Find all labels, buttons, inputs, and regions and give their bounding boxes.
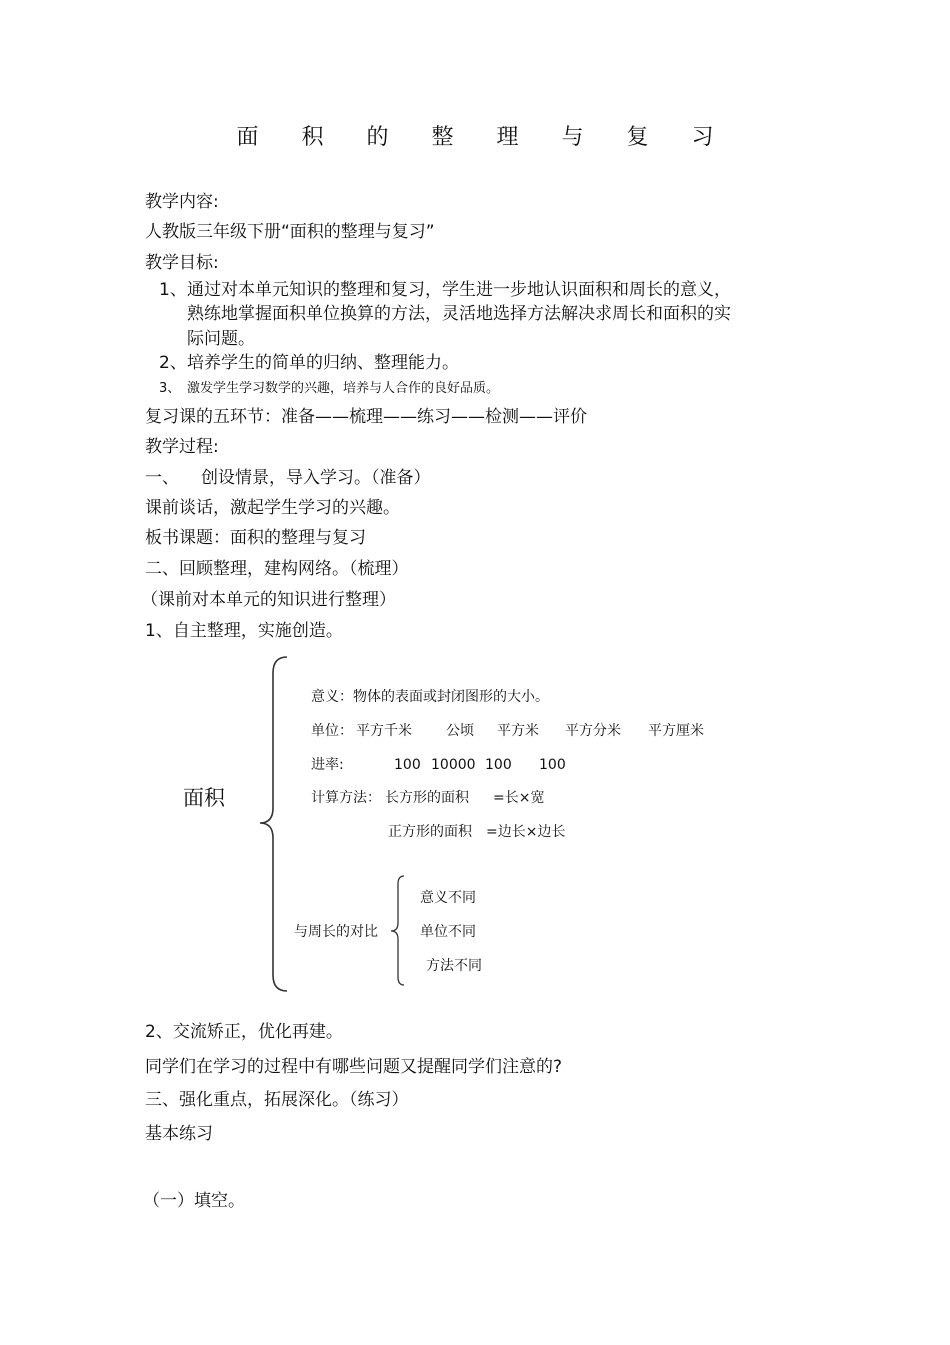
large-brace	[260, 657, 287, 991]
compare-item-meaning: 意义不同	[420, 890, 476, 906]
unit-hectare: 公顷	[446, 723, 474, 739]
diagram-calc-label: 计算方法：	[311, 790, 381, 806]
process-label: 教学过程:	[145, 437, 219, 457]
rect-formula-right: =长×宽	[493, 790, 545, 806]
rate-4: 100	[539, 757, 566, 773]
section-1-number: 一、	[145, 468, 179, 488]
goal-label: 教学目标:	[145, 253, 219, 273]
section-3-heading: 三、强化重点，拓展深化。（练习）	[145, 1090, 409, 1110]
section-1-line-1: 课前谈话，激起学生学习的兴趣。	[145, 498, 400, 518]
goal-1-line-3: 际问题。	[187, 329, 255, 349]
unit-sq-km: 平方千米	[356, 723, 412, 739]
page-title: 面 积 的 整 理 与 复 习	[236, 125, 732, 150]
five-steps: 复习课的五环节：准备——梳理——练习——检测——评价	[145, 407, 587, 427]
unit-sq-cm: 平方厘米	[648, 723, 704, 739]
unit-sq-dm: 平方分米	[565, 723, 621, 739]
rate-1: 100	[394, 757, 421, 773]
goal-2-number: 2、	[159, 353, 187, 373]
compare-label: 与周长的对比	[294, 924, 378, 940]
rate-2: 10000	[431, 757, 476, 773]
section-1-line-2: 板书课题：面积的整理与复习	[145, 528, 366, 548]
step-2: 2、交流矫正，优化再建。	[145, 1022, 343, 1042]
goal-1-number: 1、	[159, 280, 187, 300]
basic-practice: 基本练习	[145, 1124, 213, 1144]
rate-3: 100	[485, 757, 512, 773]
section-2-heading: 二、回顾整理，建构网络。（梳理）	[145, 559, 409, 579]
goal-1-line-1: 通过对本单元知识的整理和复习，学生进一步地认识面积和周长的意义，	[187, 280, 731, 300]
diagram-meaning: 意义：物体的表面或封闭图形的大小。	[311, 689, 549, 705]
fill-blank-heading: （一）填空。	[143, 1191, 245, 1211]
diagram-root: 面积	[183, 786, 225, 810]
diagram-unit-label: 单位：	[311, 723, 353, 739]
square-formula-left: 正方形的面积	[388, 824, 472, 840]
goal-1-line-2: 熟练地掌握面积单位换算的方法，灵活地选择方法解决求周长和面积的实	[187, 304, 731, 324]
content-text: 人教版三年级下册“面积的整理与复习”	[145, 222, 435, 242]
rect-formula-left: 长方形的面积	[385, 790, 469, 806]
compare-item-method: 方法不同	[426, 958, 482, 974]
diagram-rate-label: 进率:	[311, 757, 344, 773]
goal-2-text: 培养学生的简单的归纳、整理能力。	[187, 353, 459, 373]
section-1-heading: 创设情景，导入学习。（准备）	[201, 468, 431, 488]
small-brace	[391, 876, 404, 985]
square-formula-right: =边长×边长	[486, 824, 566, 840]
content-label: 教学内容:	[145, 192, 219, 212]
unit-sq-m: 平方米	[497, 723, 539, 739]
step-1: 1、自主整理，实施创造。	[145, 621, 343, 641]
step-2-question: 同学们在学习的过程中有哪些问题又提醒同学们注意的?	[145, 1057, 563, 1077]
goal-3-text: 激发学生学习数学的兴趣，培养与人合作的良好品质。	[187, 381, 500, 396]
goal-3-number: 3、	[159, 381, 181, 396]
compare-item-unit: 单位不同	[420, 924, 476, 940]
section-2-note: （课前对本单元的知识进行整理）	[141, 590, 396, 610]
